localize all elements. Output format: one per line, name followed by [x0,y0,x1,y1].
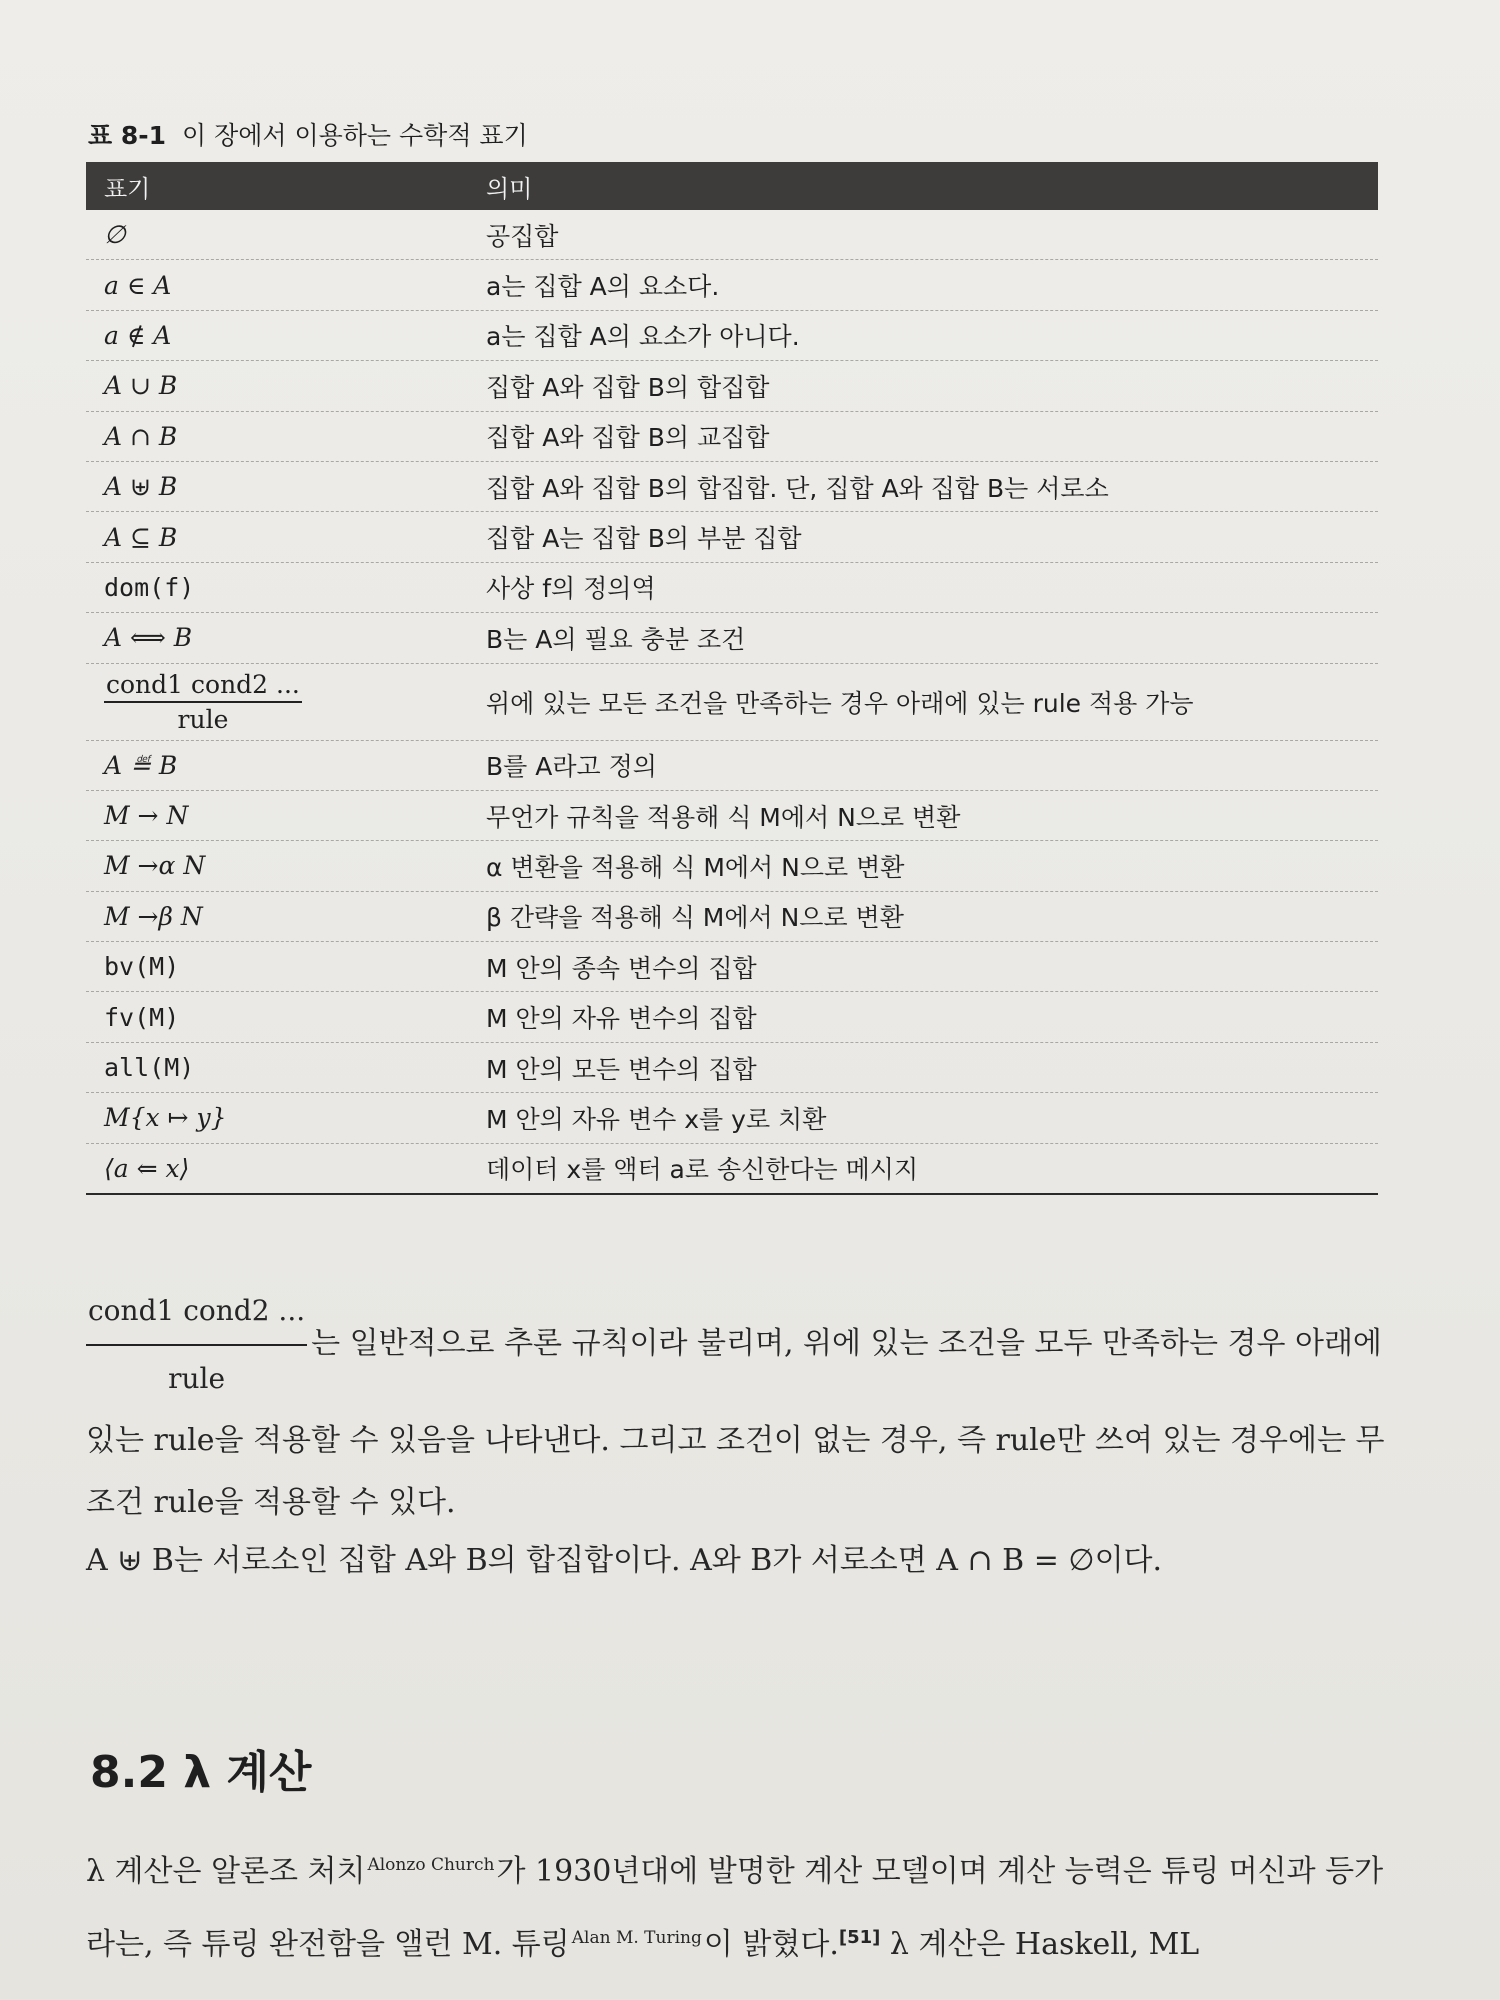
inline-fraction [86,1280,307,1410]
meaning-cell: M 안의 종속 변수의 집합 [486,953,757,983]
notation-table [86,162,1378,1195]
header-notation: 표기 [104,174,151,203]
meaning-cell: 데이터 x를 액터 a로 송신한다는 메시지 [486,1155,919,1185]
table-header-row [86,162,1378,210]
notation-cell: ∅ [104,220,126,250]
paragraph-text: 는 일반적으로 추론 규칙이라 불리며, 위에 있는 조건을 모두 만족하는 경우 아래에 있는 rule을 적용할 수 있음을 나타낸다. 그리고 조건이 없는 경우, 즉 rule만 쓰여 있는 경우에는 무조건 rule을 적용할 수 있다. [86,1326,1385,1520]
notation-cell: M →α N [104,851,206,881]
inline-rule-fraction [86,1280,307,1410]
notation-cell: M{x ↦ y} [104,1103,227,1133]
notation-cell: bv(M) [104,952,180,982]
meaning-cell: B는 A의 필요 충분 조건 [486,624,746,654]
paragraph-text: λ 계산은 Haskell, ML [880,1927,1200,1962]
table-row [86,791,1378,841]
notation-cell: dom(f) [104,572,195,602]
table-row [86,512,1378,562]
notation-cell: A ∪ B [104,371,178,401]
notation-cell: all(M) [104,1053,195,1083]
meaning-cell: 공집합 [486,221,559,251]
meaning-cell: B를 A라고 정의 [486,752,657,782]
table-row [86,462,1378,512]
inference-rule-fraction [104,670,302,734]
notation-cell: A ∩ B [104,421,178,451]
table-row [86,741,1378,791]
notation-cell [86,670,486,734]
header-meaning: 의미 [486,174,533,203]
meaning-cell: 위에 있는 모든 조건을 만족하는 경우 아래에 있는 rule 적용 가능 [486,688,1194,718]
lambda-calculus-paragraph [86,1832,1386,1978]
table-caption [88,116,528,152]
table-row [86,841,1378,891]
notation-cell: A ⟺ B [104,623,193,653]
table-bottom-rule [86,1193,1378,1195]
notation-cell: a ∉ A [104,320,172,350]
meaning-cell: 사상 f의 정의역 [486,574,656,604]
disjoint-union-paragraph: A ⊎ B는 서로소인 집합 A와 B의 합집합이다. A와 B가 서로소면 A ∩ B = ∅이다. [86,1543,1163,1578]
meaning-cell: M 안의 모든 변수의 집합 [486,1054,757,1084]
table-row [86,1144,1378,1193]
meaning-cell: 집합 A와 집합 B의 합집합 [486,372,770,402]
meaning-cell: 무언가 규칙을 적용해 식 M에서 N으로 변환 [486,802,961,832]
meaning-cell: β 간략을 적용해 식 M에서 N으로 변환 [486,903,904,933]
notation-cell: A ⊆ B [104,522,178,552]
table-row [86,563,1378,613]
table-row [86,311,1378,361]
inference-rule-paragraph [86,1280,1386,1534]
rule-conditions: cond1 cond2 ... [104,670,302,703]
notation-cell: M →β N [104,901,203,931]
table-number: 표 8-1 [88,121,167,150]
table-row [86,664,1378,741]
meaning-cell: 집합 A와 집합 B의 합집합. 단, 집합 A와 집합 B는 서로소 [486,473,1109,503]
table-title: 이 장에서 이용하는 수학적 표기 [181,121,528,150]
table-row [86,892,1378,942]
paragraph-text: 가 1930년대에 발명한 계산 모델이며 계산 능력은 튜링 머신과 등가라는, 즉 튜링 완전함을 앨런 M. 튜링 [86,1854,1384,1962]
notation-cell: M → N [104,801,189,831]
section-heading: 8.2 λ 계산 [90,1747,312,1798]
notation-cell: a ∈ A [104,270,172,300]
table-row [86,992,1378,1042]
table-row [86,412,1378,462]
notation-cell: ⟨a ⇐ x⟩ [104,1153,190,1183]
table-row [86,361,1378,411]
notation-cell: fv(M) [104,1002,180,1032]
inline-conditions: cond1 cond2 ... [86,1280,307,1346]
table-row [86,1043,1378,1093]
reference-marker: [51] [838,1927,881,1948]
inline-conclusion: rule [168,1362,226,1395]
meaning-cell: M 안의 자유 변수 x를 y로 치환 [486,1104,827,1134]
meaning-cell: α 변환을 적용해 식 M에서 N으로 변환 [486,852,905,882]
meaning-cell: a는 집합 A의 요소다. [486,272,720,302]
rule-conclusion: rule [177,704,229,734]
notation-cell: A ≝ B [104,750,178,780]
turing-gloss: Alan M. Turing [571,1928,702,1948]
meaning-cell: M 안의 자유 변수의 집합 [486,1004,757,1034]
table-row [86,942,1378,992]
meaning-cell: a는 집합 A의 요소가 아니다. [486,322,800,352]
table-row [86,613,1378,663]
church-gloss: Alonzo Church [367,1855,495,1875]
table-row [86,210,1378,260]
table-row [86,260,1378,310]
meaning-cell: 집합 A는 집합 B의 부분 집합 [486,524,802,554]
meaning-cell: 집합 A와 집합 B의 교집합 [486,423,770,453]
table-row [86,1093,1378,1143]
paragraph-text: 이 밝혔다. [703,1927,839,1962]
paragraph-text: λ 계산은 알론조 처치 [86,1854,366,1889]
notation-cell: A ⊎ B [104,472,178,502]
